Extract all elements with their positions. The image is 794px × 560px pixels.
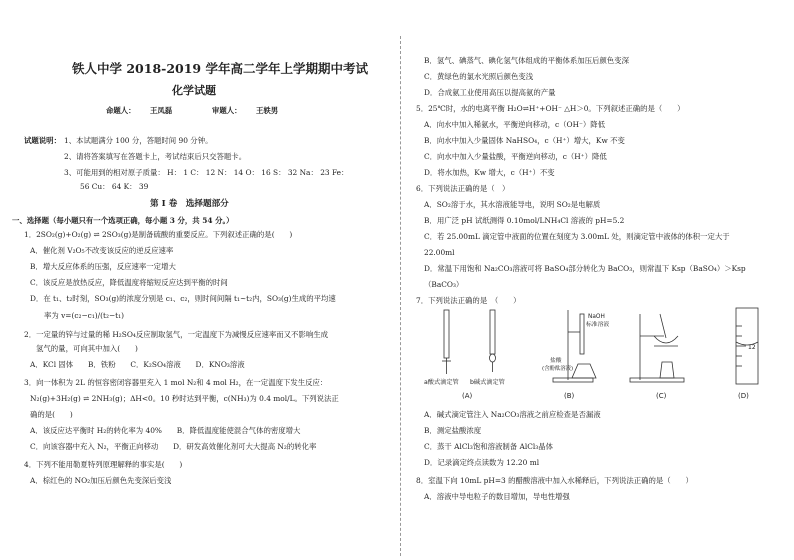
- q6-option-c: C．若 25.00mL 滴定管中液面的位置在刻度为 3.00mL 处，则滴定管中液体的体积一定大于: [424, 232, 730, 241]
- reading-mark-label: 12: [748, 344, 756, 351]
- column-divider: [400, 36, 401, 556]
- hcl-label: 盐酸: [550, 358, 562, 364]
- q5-option-c: C．向水中加入少量盐酸，平衡逆向移动，c（H⁺）降低: [424, 152, 607, 161]
- standard-solution-label: 标准溶液: [586, 322, 610, 328]
- instructions-label: 试题说明：: [24, 136, 61, 145]
- instruction-2: 2、请将答案填写在答题卡上，考试结束后只交答题卡。: [64, 152, 247, 161]
- q5-stem: 5．25℃时，水的电离平衡 H₂O⇌H⁺+OH⁻ △H＞0。下列叙述正确的是（ ）: [416, 104, 685, 113]
- q1-option-d: D．在 t₁、t₂时刻，SO₃(g)的浓度分别是 c₁、c₂，则时间间隔 t₁~t₂内，SO₃(g)生成的平均速: [30, 294, 336, 303]
- q1-option-c: C．该反应是放热反应，降低温度将缩短反应达到平衡的时间: [30, 278, 228, 287]
- base-burette-label: b碱式滴定管: [470, 379, 505, 386]
- q4-stem: 4．下列不能用勒夏特列原理解释的事实是( ): [24, 460, 183, 469]
- author-label: 命题人：: [106, 106, 136, 115]
- section-heading: 一、选择题（每小题只有一个选项正确，每小题 3 分，共 54 分。）: [12, 216, 234, 225]
- q7-option-a: A．碱式滴定管注入 Na₂CO₃溶液之前应检查是否漏液: [424, 410, 601, 419]
- fig-label-c: (C): [656, 392, 667, 400]
- q6-option-d-cont: （BaCO₃）: [424, 280, 464, 289]
- q6-stem: 6．下列说法正确的是（ ）: [416, 184, 510, 193]
- q5-option-d: D．将水加热，Kw 增大，c（H⁺）不变: [424, 168, 555, 177]
- q3-stem-cont: 确的是( ): [30, 410, 73, 419]
- q3-options-cd: C．向该容器中充入 N₂，平衡正向移动 D．研发高效催化剂可大大提高 N₂的转化率: [30, 442, 317, 451]
- base-burette-icon: [490, 310, 496, 372]
- q4-option-a: A．棕红色的 NO₂加压后颜色先变深后变浅: [30, 476, 172, 485]
- naoh-label: NaOH: [588, 314, 605, 320]
- q1-option-a: A．催化剂 V₂O₅不改变该反应的逆反应速率: [30, 246, 174, 255]
- q6-option-c-cont: 22.00ml: [424, 248, 455, 257]
- acid-burette-icon: [442, 310, 451, 374]
- q7-option-b: B．测定盐酸浓度: [424, 426, 482, 435]
- q3-stem: 3．向一体积为 2L 的恒容密闭容器里充入 1 mol N₂和 4 mol H₂，在一定温度下发生反应：: [24, 378, 328, 387]
- q1-stem: 1．2SO₂(g)+O₂(g) ⇌ 2SO₃(g)是制备硫酸的重要反应。下列叙述正确的是( ): [24, 230, 293, 239]
- q3-equation: N₂(g)+3H₂(g) ⇌ 2NH₃(g)；ΔH<0。10 秒时达到平衡，c(NH₃)为 0.4 mol/L。下列说法正: [30, 394, 339, 403]
- q3-options-ab: A．该反应达平衡时 H₂的转化率为 40% B．降低温度能使混合气体的密度增大: [30, 426, 301, 435]
- q1-option-b: B．增大反应体系的压强，反应速率一定增大: [30, 262, 176, 271]
- author-name: 王凤磊: [150, 106, 173, 115]
- q2-stem: 2．一定量的锌与过量的稀 H₂SO₄反应制取氢气，一定温度下为减慢反应速率而又不影响生成: [24, 330, 329, 339]
- instruction-3: 3、可能用到的相对原子质量： H： 1 C： 12 N： 14 O： 16 S： 32 Na： 23 Fe：: [64, 168, 349, 177]
- q7-option-c: C．蒸干 AlCl₃饱和溶液制备 AlCl₃晶体: [424, 442, 554, 451]
- q5-option-a: A．向水中加入稀氨水，平衡逆向移动，c（OH⁻）降低: [424, 120, 606, 129]
- reviewer-name: 王轶男: [256, 106, 279, 115]
- fig-label-d: (D): [738, 392, 749, 400]
- acid-burette-label: a酸式滴定管: [424, 379, 459, 386]
- q8-option-a: A．溶液中导电粒子的数目增加，导电性增强: [424, 492, 570, 501]
- q7-option-d: D．记录滴定终点读数为 12.20 ml: [424, 458, 540, 467]
- q2-options: A．KCl 固体 B．铁粉 C．K₂SO₄溶液 D．KNO₃溶液: [30, 360, 245, 369]
- q8-stem: 8．室温下向 10mL pH=3 的醋酸溶液中加入水稀释后，下列说法正确的是（ ）: [416, 476, 693, 485]
- q7-apparatus-figure: [418, 306, 778, 402]
- fig-label-b: (B): [564, 392, 575, 400]
- instruction-1: 1、本试题满分 100 分，答题时间 90 分钟。: [64, 136, 213, 145]
- instruction-4: 56 Cu： 64 K： 39: [80, 182, 149, 191]
- q1-option-d-cont: 率为 v=(c₂−c₁)/(t₂−t₁): [44, 311, 124, 320]
- q7-stem: 7．下列说法正确的是 （ ）: [416, 296, 521, 305]
- fig-label-a: (A): [462, 392, 473, 400]
- evaporation-setup-icon: [630, 314, 684, 382]
- q5-option-b: B．向水中加入少量固体 NaHSO₄，c（H⁺）增大，Kw 不变: [424, 136, 625, 145]
- q4-option-d: D．合成氨工业使用高压以提高氨的产量: [424, 88, 556, 97]
- section-title: 第 I 卷 选择题部分: [150, 199, 229, 209]
- exam-title: 铁人中学 2018-2019 学年高二学年上学期期中考试: [72, 61, 368, 76]
- q4-option-c: C．黄绿色的氯水光照后颜色变浅: [424, 72, 534, 81]
- subject-title: 化学试题: [172, 84, 216, 97]
- phenolphthalein-label: (含酚酞溶液): [542, 366, 574, 372]
- q4-option-b: B．氢气、碘蒸气、碘化氢气体组成的平衡体系加压后颜色变深: [424, 56, 629, 65]
- reviewer-label: 审题人：: [212, 106, 242, 115]
- q2-stem-cont: 氢气的量，可向其中加入( ): [36, 344, 138, 353]
- q6-option-a: A．SO₂溶于水，其水溶液能导电，说明 SO₂是电解质: [424, 200, 601, 209]
- q6-option-b: B．用广泛 pH 试纸测得 0.10mol/LNH₄Cl 溶液的 pH=5.2: [424, 216, 625, 225]
- q6-option-d: D．常温下用饱和 Na₂CO₃溶液可将 BaSO₄部分转化为 BaCO₃，则常温下 Ksp（BaSO₄）＞Ksp: [424, 264, 746, 273]
